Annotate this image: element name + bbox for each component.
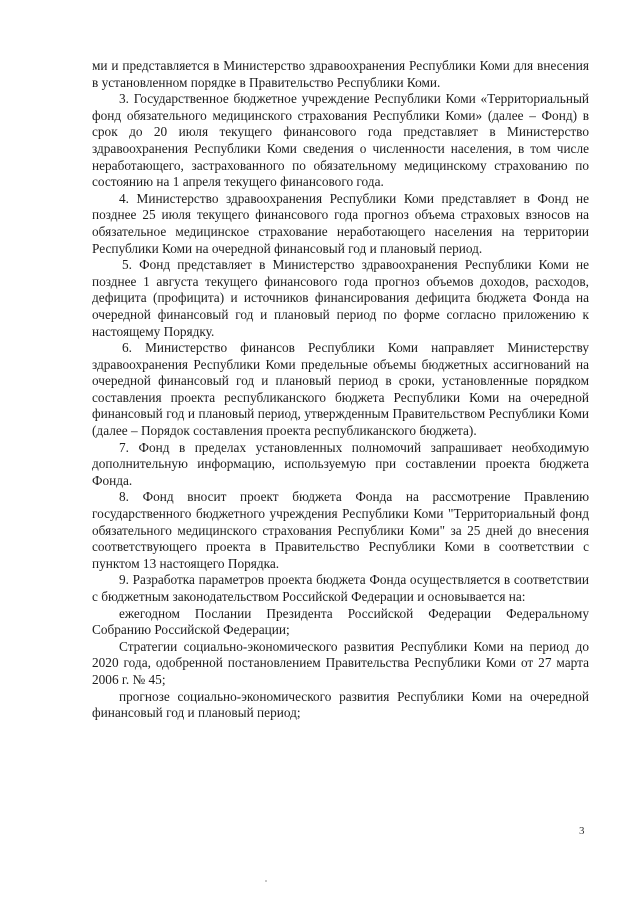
scan-speck: [265, 880, 267, 882]
list-item-economic-forecast: прогнозе социально-экономического развития Республики Коми на очередной финансовый год и плановый период;: [92, 688, 589, 721]
list-item-president-address: ежегодном Послании Президента Российской Федерации Федеральному Собранию Российской Федерации;: [92, 605, 589, 638]
paragraph-item-7: 7. Фонд в пределах установленных полномочий запрашивает необходимую дополнительную информацию, используемую при составлении проекта бюджета Фонда.: [92, 439, 589, 488]
paragraph-item-5: 5. Фонд представляет в Министерство здравоохранения Республики Коми не позднее 1 августа текущего финансового года прогноз объемов доходов, расходов, дефицита (профицита) и источников финансирования дефицита бюджета Фонда на очередной финансовый год и плановый период по форме согласно приложению к настоящему Порядку.: [92, 257, 589, 339]
document-body: [92, 58, 589, 722]
paragraph-continuation: ми и представляется в Министерство здравоохранения Республики Коми для внесения в установленном порядке в Правительство Республики Коми.: [92, 58, 589, 90]
paragraph-item-3: 3. Государственное бюджетное учреждение Республики Коми «Территориальный фонд обязательного медицинского страхования Республики Коми» (далее – Фонд) в срок до 20 июля текущего финансового года представляет в Министерство здравоохранения Республики Коми сведения о численности населения, в том числе неработающего, застрахованного по обязательному медицинскому страхованию по состоянию на 1 апреля текущего финансового года.: [92, 91, 589, 190]
paragraph-item-9: 9. Разработка параметров проекта бюджета Фонда осуществляется в соответствии с бюджетным законодательством Российской Федерации и основывается на:: [92, 572, 589, 604]
paragraph-item-6: 6. Министерство финансов Республики Коми направляет Министерству здравоохранения Республики Коми предельные объемы бюджетных ассигнований на очередной финансовый год и плановый период в сроки, установленные порядком составления проекта республиканского бюджета Республики Коми на очередной финансовый год и плановый период, утвержденным Правительством Республики Коми (далее – Порядок составления проекта республиканского бюджета).: [92, 340, 589, 439]
list-item-development-strategy: Стратегии социально-экономического развития Республики Коми на период до 2020 года, одобренной постановлением Правительства Республики Коми от 27 марта 2006 г. № 45;: [92, 638, 589, 687]
paragraph-item-8: 8. Фонд вносит проект бюджета Фонда на рассмотрение Правлению государственного бюджетного учреждения Республики Коми "Территориальный фонд обязательного медицинского страхования Республики Коми" за 25 дней до внесения соответствующего проекта в Правительство Республики Коми в соответствии с пунктом 13 настоящего Порядка.: [92, 489, 589, 571]
page-number: 3: [579, 825, 585, 837]
paragraph-item-4: 4. Министерство здравоохранения Республики Коми представляет в Фонд не позднее 25 июля текущего финансового года прогноз объема страховых взносов на обязательное медицинское страхование неработающего населения на территории Республики Коми на очередной финансовый год и плановый период.: [92, 190, 589, 256]
